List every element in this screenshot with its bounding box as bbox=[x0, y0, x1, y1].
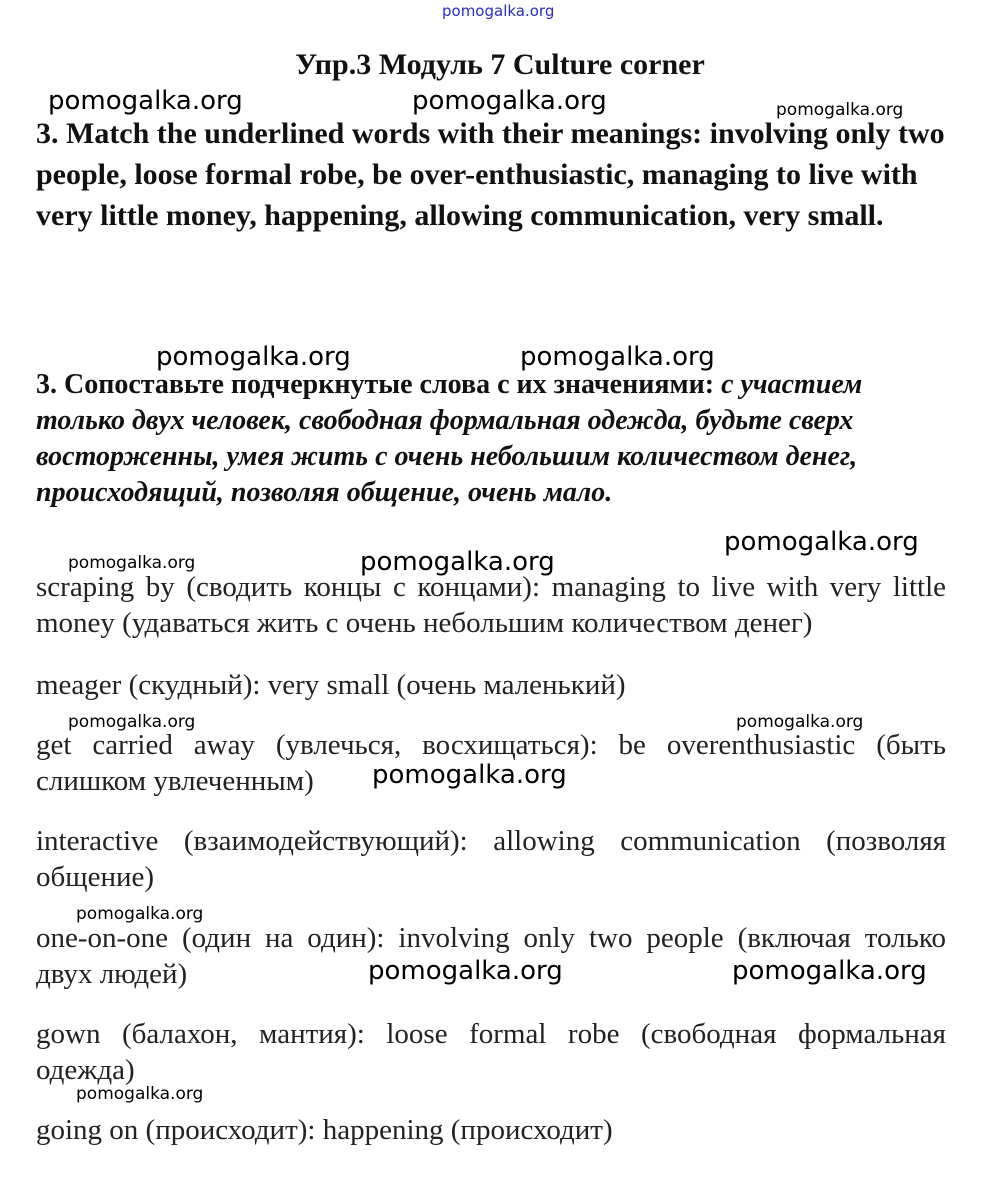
task-english: 3. Match the underlined words with their meanings: involving only two people, loose formal robe, be over-enthusiastic, managing to live with very little money, happening, allowing communication, very small. bbox=[36, 117, 945, 232]
watermark: pomogalka.org bbox=[520, 342, 715, 372]
watermark-top[interactable]: pomogalka.org bbox=[442, 2, 555, 20]
answer-item: meager (скудный): very small (очень маленький) bbox=[36, 669, 626, 701]
watermark: pomogalka.org bbox=[156, 342, 351, 372]
page-title: Упр.3 Модуль 7 Culture corner bbox=[295, 48, 705, 81]
task-russian-meanings: с участием только двух человек, свободная формальная одежда, будьте сверх восторженны, умея жить с очень небольшим количеством денег, происходящий, позволяя общение, очень мало. bbox=[36, 369, 863, 508]
answer-item: get carried away (увлечься, восхищаться): be overenthusiastic (быть слишком увлеченным) bbox=[36, 729, 946, 797]
answer-item: gown (балахон, мантия): loose formal robe (свободная формальная одежда) bbox=[36, 1018, 946, 1086]
watermark: pomogalka.org bbox=[372, 760, 567, 790]
watermark: pomogalka.org bbox=[732, 956, 927, 986]
watermark: pomogalka.org bbox=[368, 956, 563, 986]
watermark: pomogalka.org bbox=[724, 527, 919, 557]
answer-item: going on (происходит): happening (происходит) bbox=[36, 1114, 613, 1146]
watermark: pomogalka.org bbox=[360, 547, 555, 577]
watermark: pomogalka.org bbox=[68, 712, 196, 732]
answer-item: interactive (взаимодействующий): allowing communication (позволяя общение) bbox=[36, 825, 946, 893]
watermark: pomogalka.org bbox=[776, 100, 904, 120]
watermark: pomogalka.org bbox=[76, 904, 204, 924]
answer-item: scraping by (сводить концы с концами): managing to live with very little money (удаваться жить с очень небольшим количеством денег) bbox=[36, 571, 946, 639]
task-russian-lead: 3. Сопоставьте подчеркнутые слова с их значениями: bbox=[36, 369, 715, 400]
answer-item: one-on-one (один на один): involving only two people (включая только двух людей) bbox=[36, 922, 946, 990]
watermark: pomogalka.org bbox=[412, 86, 607, 116]
watermark: pomogalka.org bbox=[68, 553, 196, 573]
watermark: pomogalka.org bbox=[76, 1084, 204, 1104]
watermark: pomogalka.org bbox=[48, 86, 243, 116]
task-russian bbox=[36, 367, 956, 511]
watermark: pomogalka.org bbox=[736, 712, 864, 732]
